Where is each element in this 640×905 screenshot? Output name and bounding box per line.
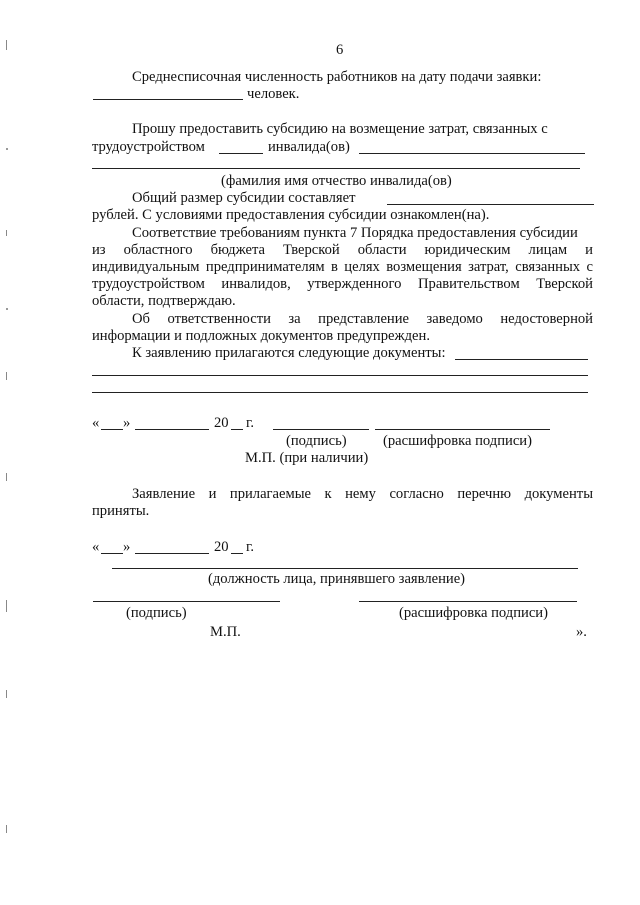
scan-mark — [6, 148, 8, 150]
scan-mark — [6, 230, 7, 236]
responsibility-line-2: информации и подложных документов предупрежден. — [92, 328, 430, 344]
scan-mark — [6, 600, 7, 612]
page-number: 6 — [336, 42, 344, 58]
compliance-line-4: трудоустройством инвалидов, утвержденного Правительством Тверской — [92, 276, 593, 292]
sign-date-close: » — [123, 415, 131, 431]
scan-mark — [6, 825, 7, 833]
caption-decode: (расшифровка подписи) — [383, 433, 532, 449]
attachments-label: К заявлению прилагаются следующие документы: — [132, 345, 446, 361]
sign-year-suffix: г. — [246, 415, 254, 431]
headcount-unit: человек. — [247, 86, 300, 102]
subsidy-line-1: Общий размер субсидии составляет — [132, 190, 356, 206]
compliance-line-2: из областного бюджета Тверской области юридическим лицам и — [92, 242, 593, 258]
disabled-names-blank-2[interactable] — [92, 168, 580, 169]
accept-signature-blank[interactable] — [93, 601, 280, 602]
caption-position: (должность лица, принявшего заявление) — [208, 571, 466, 587]
sign-month-blank[interactable] — [135, 429, 209, 430]
subsidy-line-2: рублей. С условиями предоставления субсидии ознакомлен(на). — [92, 207, 490, 223]
accept-month-blank[interactable] — [135, 553, 209, 554]
request-line-2-prefix: трудоустройством — [92, 139, 205, 155]
disabled-names-blank-1[interactable] — [359, 153, 585, 154]
accept-date-close: » — [123, 539, 131, 555]
scan-mark — [6, 40, 7, 50]
accept-caption-decode: (расшифровка подписи) — [399, 605, 548, 621]
accept-seal: М.П. — [210, 624, 241, 640]
compliance-line-1: Соответствие требованиям пункта 7 Порядка предоставления субсидии — [132, 225, 578, 241]
signature-decode-blank[interactable] — [375, 429, 550, 430]
scan-mark — [6, 473, 7, 481]
scan-mark — [6, 372, 7, 380]
accept-decode-blank[interactable] — [359, 601, 577, 602]
acceptance-line-2: приняты. — [92, 503, 150, 519]
scan-mark — [6, 308, 8, 310]
caption-fio: (фамилия имя отчество инвалида(ов) — [221, 173, 452, 189]
accept-year-prefix: 20 — [214, 539, 229, 555]
attachments-blank-1[interactable] — [455, 359, 588, 360]
headcount-label: Среднесписочная численность работников на дату подачи заявки: — [132, 69, 542, 85]
compliance-line-5: области, подтверждаю. — [92, 293, 236, 309]
accept-year-blank[interactable] — [231, 553, 243, 554]
attachments-blank-2[interactable] — [92, 375, 588, 376]
position-blank[interactable] — [112, 568, 578, 569]
accept-caption-sign: (подпись) — [126, 605, 187, 621]
sign-day-blank[interactable] — [101, 429, 123, 430]
closing-quote: ». — [576, 624, 587, 640]
signature-blank[interactable] — [273, 429, 369, 430]
disabled-count-blank[interactable] — [219, 153, 263, 154]
request-line-1: Прошу предоставить субсидию на возмещение затрат, связанных с — [132, 121, 548, 137]
subsidy-amount-blank[interactable] — [387, 204, 594, 205]
scan-mark — [6, 690, 7, 698]
compliance-line-3: индивидуальным предпринимателям в целях возмещения затрат, связанных с — [92, 259, 593, 275]
accept-day-blank[interactable] — [101, 553, 123, 554]
sign-year-prefix: 20 — [214, 415, 229, 431]
accept-year-suffix: г. — [246, 539, 254, 555]
seal-label: М.П. (при наличии) — [245, 450, 369, 466]
headcount-blank[interactable] — [93, 99, 243, 100]
sign-year-blank[interactable] — [231, 429, 243, 430]
caption-sign: (подпись) — [286, 433, 347, 449]
acceptance-line-1: Заявление и прилагаемые к нему согласно перечню документы — [132, 486, 593, 502]
attachments-blank-3[interactable] — [92, 392, 588, 393]
request-line-2-mid: инвалида(ов) — [268, 139, 350, 155]
sign-date-open: « — [92, 415, 100, 431]
accept-date-open: « — [92, 539, 100, 555]
responsibility-line-1: Об ответственности за представление заведомо недостоверной — [132, 311, 593, 327]
